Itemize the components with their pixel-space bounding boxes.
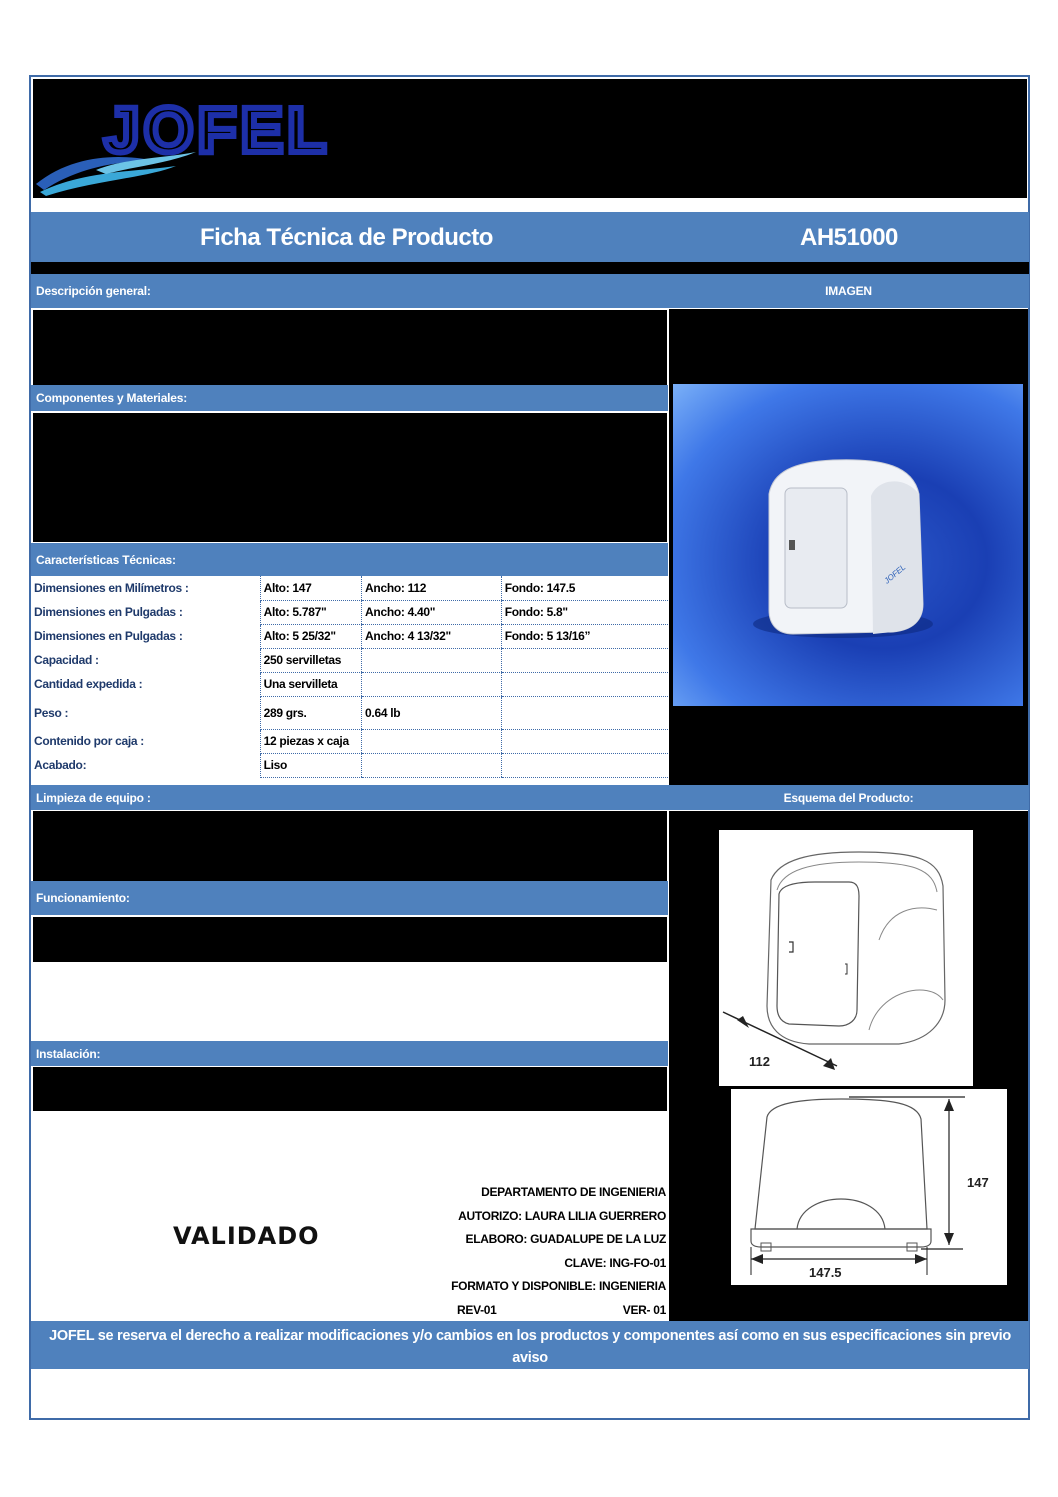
spec-label: Peso : <box>34 705 69 720</box>
componentes-body <box>33 413 667 542</box>
formato-line: FORMATO Y DISPONIBLE: INGENIERIA <box>451 1279 666 1293</box>
spec-label: Capacidad : <box>34 653 99 667</box>
spec-row <box>31 576 668 600</box>
svg-text:JOFEL: JOFEL <box>882 562 908 586</box>
product-code: AH51000 <box>800 224 898 251</box>
validated-stamp: VALIDADO <box>173 1222 320 1250</box>
spec-label: Dimensiones en Pulgadas : <box>34 605 183 619</box>
section-esquema: Esquema del Producto: <box>668 785 1029 810</box>
spec-row <box>31 753 668 777</box>
clave-line: CLAVE: ING-FO-01 <box>564 1256 666 1270</box>
footer-disclaimer: JOFEL se reserva el derecho a realizar modificaciones y/o cambios en los productos y componentes así como en sus especificaciones sin previo aviso <box>49 1328 1011 1366</box>
jofel-logo <box>36 92 331 196</box>
separator-bar <box>31 262 1029 274</box>
spec-value-3: Fondo: 147.5 <box>501 576 668 600</box>
spec-value-2: Ancho: 112 <box>362 576 502 600</box>
spec-value-2: 0.64 lb <box>362 696 502 729</box>
spec-row <box>31 696 668 729</box>
spec-row <box>31 600 668 624</box>
depth-dimension-label: 147.5 <box>809 1265 842 1280</box>
spec-value-2 <box>362 729 502 753</box>
section-imagen: IMAGEN <box>668 274 1029 308</box>
spec-label: Contenido por caja : <box>34 734 145 748</box>
section-descripcion: Descripción general: <box>31 274 668 308</box>
spec-value-2: Ancho: 4 13/32" <box>362 624 502 648</box>
width-dimension-label: 112 <box>749 1054 770 1069</box>
section-componentes: Componentes y Materiales: <box>31 385 668 411</box>
section-instalacion: Instalación: <box>31 1041 668 1066</box>
spec-row <box>31 672 668 696</box>
autorizo-line: AUTORIZO: LAURA LILIA GUERRERO <box>458 1209 666 1223</box>
section-caracteristicas: Características Técnicas: <box>31 543 668 576</box>
spec-label: Dimensiones en Pulgadas : <box>34 629 183 643</box>
spec-value-1: Alto: 5 25/32" <box>260 624 361 648</box>
spec-label: Acabado: <box>34 758 87 772</box>
spec-value-2 <box>362 672 502 696</box>
height-dimension-label: 147 <box>967 1175 989 1190</box>
elaboro-line: ELABORO: GUADALUPE DE LA LUZ <box>465 1232 666 1246</box>
product-diagram-perspective <box>719 830 973 1086</box>
department-line: DEPARTAMENTO DE INGENIERIA <box>481 1185 666 1199</box>
spec-value-2 <box>362 648 502 672</box>
spec-value-3 <box>501 729 668 753</box>
spec-value-3 <box>501 648 668 672</box>
spec-value-2 <box>362 753 502 777</box>
descripcion-body <box>33 310 667 385</box>
instalacion-body <box>33 1067 667 1111</box>
spec-row <box>31 729 668 753</box>
spec-value-1: 289 grs. <box>260 696 361 729</box>
product-photo <box>673 384 1023 706</box>
spec-value-1: Liso <box>260 753 361 777</box>
spec-value-3 <box>501 672 668 696</box>
rev-label: REV-01 <box>457 1303 497 1317</box>
funcionamiento-body <box>33 917 667 962</box>
ver-label: VER- 01 <box>622 1303 666 1317</box>
spec-value-3: Fondo: 5 13/16” <box>501 624 668 648</box>
spec-row <box>31 624 668 648</box>
product-sheet-title: Ficha Técnica de Producto <box>200 224 493 251</box>
section-limpieza: Limpieza de equipo : <box>31 785 668 810</box>
spec-value-1: 12 piezas x caja <box>260 729 361 753</box>
spec-value-3 <box>501 753 668 777</box>
spec-label: Cantidad expedida : <box>34 677 143 691</box>
spec-row <box>31 648 668 672</box>
limpieza-body <box>33 811 667 881</box>
section-funcionamiento: Funcionamiento: <box>31 881 668 915</box>
logo-text: JOFEL <box>104 94 331 166</box>
product-diagram-front <box>731 1089 1007 1285</box>
specs-table <box>31 576 668 778</box>
spec-value-1: Alto: 5.787" <box>260 600 361 624</box>
spec-value-3: Fondo: 5.8" <box>501 600 668 624</box>
spec-value-1: Una servilleta <box>260 672 361 696</box>
spec-label: Dimensiones en Milímetros : <box>34 581 189 595</box>
spec-value-2: Ancho: 4.40" <box>362 600 502 624</box>
spec-value-1: 250 servilletas <box>260 648 361 672</box>
spec-value-3 <box>501 696 668 729</box>
spec-value-1: Alto: 147 <box>260 576 361 600</box>
